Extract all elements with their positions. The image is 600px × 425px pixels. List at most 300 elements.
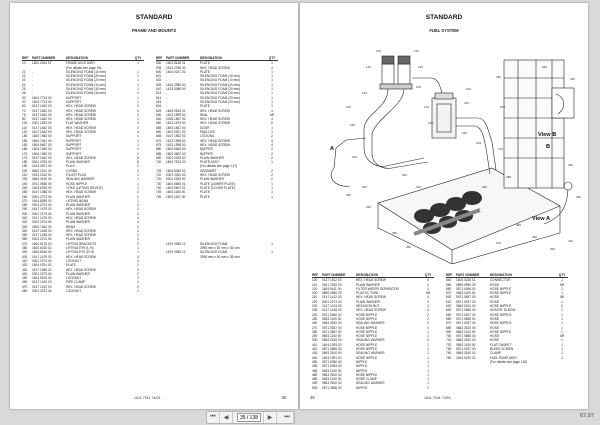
column-header: DESIGNATION — [66, 56, 88, 60]
table-cell: 1 — [561, 291, 563, 296]
table-cell: 240 — [22, 181, 28, 186]
table-cell: 1 — [137, 78, 139, 83]
table-cell: SEALING WASHER — [356, 321, 385, 326]
table-cell: 1 — [427, 381, 429, 386]
table-cell: 480 — [312, 372, 318, 377]
table-cell: 2 — [137, 108, 139, 113]
table-cell: 1670 0085 12 — [166, 250, 186, 255]
table-cell: 2 — [137, 284, 139, 289]
table-cell: SILENCING FOAM (20 mm) — [200, 91, 241, 96]
table-cell: 390 — [22, 250, 28, 255]
table-cell: SILENCING FOAM (20 mm) — [66, 74, 107, 79]
zoom-level[interactable]: 67.97 — [580, 413, 594, 419]
table-cell: 456 — [312, 368, 318, 373]
table-cell: 0571 0050 00 — [322, 359, 342, 364]
table-cell: PIPE CLAMP — [66, 280, 86, 285]
table-cell: 0147 1243 03 — [32, 280, 52, 285]
table-cell: 2 — [137, 241, 139, 246]
table-cell: HEX. HEAD SCREW — [66, 267, 96, 272]
next-page-button[interactable] — [263, 412, 277, 423]
table-cell: 600 — [446, 295, 452, 300]
table-cell: HOSE NIPPLE — [356, 342, 378, 347]
table-cell: SILENCING FOAM (30 mm) — [66, 87, 107, 92]
table-cell: 0663 2610 00 — [322, 338, 342, 343]
table-cell: 2 — [137, 233, 139, 238]
table-cell: 0301 2274 04 — [32, 237, 52, 242]
table-cell: 25 — [22, 87, 26, 92]
table-cell: 660 — [156, 130, 162, 135]
table-cell: PLATE (COVER PLATE) — [200, 185, 235, 190]
parts-table-left-b — [156, 56, 278, 259]
table-cell: 2 — [137, 121, 139, 126]
callout-number: 190 — [428, 121, 434, 125]
table-cell: 0653 1100 00 — [456, 329, 476, 334]
table-cell: 330 — [22, 224, 28, 229]
table-cell: 1604 0921 00 — [166, 130, 186, 135]
callout-number: 200 — [352, 155, 358, 159]
table-cell: 1604 7462 00 — [32, 138, 52, 143]
table-cell: 1604 0602 00 — [166, 151, 186, 156]
table-cell: PLAIN WASHER — [66, 160, 90, 165]
table-cell: 0571 0037 00 — [456, 347, 476, 352]
table-cell: 1 — [561, 338, 563, 343]
table-cell: 0571 0037 00 — [456, 299, 476, 304]
table-cell: HEX. HEAD SCREW — [200, 142, 230, 147]
table-cell: 602 — [156, 78, 162, 83]
table-cell: 120 — [312, 286, 318, 291]
table-cell: 1 — [137, 198, 139, 203]
table-cell: BUFFER — [200, 151, 213, 156]
table-cell: HOSE NIPPLE — [356, 347, 378, 352]
table-cell: 410 — [22, 258, 28, 263]
table-cell: 4 — [137, 228, 139, 233]
table-cell: 610 — [446, 299, 452, 304]
table-cell: 1 — [427, 347, 429, 352]
table-cell: SUPPORT — [66, 142, 82, 147]
table-cell: 750 — [446, 355, 452, 360]
table-cell: 0147 1462 03 — [32, 125, 52, 130]
table-cell: 0147 1462 03 — [32, 112, 52, 117]
table-cell: 450 — [22, 276, 28, 281]
table-cell: 1 — [137, 117, 139, 122]
table-cell: 230 — [22, 177, 28, 182]
table-cell: 40 — [22, 99, 26, 104]
table-cell: 1 — [137, 69, 139, 74]
table-cell: 4 — [427, 308, 429, 313]
table-cell: 610 — [156, 87, 162, 92]
table-cell: - — [166, 104, 168, 109]
callout-number: 100 — [376, 49, 382, 53]
table-cell: 1613 2766 00 — [166, 65, 186, 70]
table-cell: 10 — [22, 61, 26, 66]
table-cell: 160 — [22, 142, 28, 147]
callout-b-marker: B — [546, 144, 551, 150]
table-cell: HOSE NIPPLE — [356, 334, 378, 339]
table-cell — [556, 360, 568, 364]
table-cell: 300 — [312, 338, 318, 343]
table-cell: (For details see page 93) — [66, 65, 102, 70]
table-cell: 1 — [137, 91, 139, 96]
table-cell: 1616 2985 00 — [166, 82, 186, 87]
table-cell: HOSE NIPPLE — [490, 329, 512, 334]
table-cell: 1 — [561, 325, 563, 330]
table-cell: PLASTIC TUBE — [356, 291, 379, 296]
table-cell: 280 — [22, 203, 28, 208]
table-cell: 2 — [137, 207, 139, 212]
table-cell: 1 — [427, 351, 429, 356]
column-header: DESIGNATION — [490, 273, 512, 277]
last-page-button[interactable] — [281, 412, 294, 423]
table-cell: 1604 6016 02 — [32, 250, 52, 255]
table-cell: 1613 1510 00 — [32, 173, 52, 178]
table-cell: 1 — [271, 87, 273, 92]
table-cell — [156, 255, 166, 259]
callout-number: 420 — [542, 65, 548, 69]
callout-number: 370 — [496, 241, 502, 245]
table-cell: 1 — [427, 364, 429, 369]
callout-number: 220 — [464, 101, 470, 105]
table-cell: CLAMP — [490, 351, 501, 356]
table-cell: 2 — [271, 147, 273, 152]
table-cell: 100 — [312, 278, 318, 283]
table-cell: 0663 2610 00 — [322, 321, 342, 326]
table-cell: 1 — [271, 104, 273, 109]
table-cell: 2 — [427, 338, 429, 343]
table-cell: 1604 8395 00 — [32, 198, 52, 203]
table-cell: 490 — [312, 381, 318, 386]
table-cell: 0571 0656 00 — [456, 334, 476, 339]
table-cell: - — [32, 82, 34, 87]
table-cell: AR — [559, 295, 565, 300]
table-cell: 4 — [137, 215, 139, 220]
table-cell: 430 — [22, 267, 28, 272]
table-cell: 0571 0037 00 — [322, 325, 342, 330]
table-cell: 640 — [156, 117, 162, 122]
table-cell: HOSE NIPPLE — [490, 286, 512, 291]
parts-table-right-b — [446, 273, 568, 364]
table-cell: 120 — [22, 130, 28, 135]
table-row — [446, 360, 568, 364]
table-cell: 2 — [271, 151, 273, 156]
prev-page-button[interactable] — [220, 412, 233, 423]
last-page-icon: ⏭ — [284, 414, 290, 420]
table-cell: 0147 1368 03 — [32, 267, 52, 272]
table-cell: 2 — [137, 112, 139, 117]
table-cell: 1 — [137, 99, 139, 104]
table-cell: 4 — [137, 258, 139, 263]
table-cell: 4 — [427, 278, 429, 283]
callout-number: 120 — [366, 65, 372, 69]
table-cell: NIPPLE — [356, 385, 368, 390]
table-cell: HOSE NIPPLE — [66, 181, 88, 186]
table-cell: 245 — [22, 185, 28, 190]
callout-number: 210 — [466, 87, 472, 91]
prev-page-icon: ◀ — [223, 415, 229, 421]
table-cell: SILENCING FOAM — [200, 250, 228, 255]
table-cell: 2995 mm x 30 mm x 35 mm — [200, 246, 240, 251]
table-cell: PLAIN WASHER — [66, 194, 90, 199]
table-cell: 4 — [137, 220, 139, 225]
table-cell: 1604 0609 00 — [166, 147, 186, 152]
callout-number: 170 — [424, 105, 430, 109]
table-cell: 665 — [156, 134, 162, 139]
table-cell: 1604 1166 00 — [166, 190, 186, 195]
table-cell: 1670 0085 12 — [166, 241, 186, 246]
table-cell: SILENCING FOAM (20 mm) — [200, 95, 241, 100]
table-cell: 1 — [561, 347, 563, 352]
table-cell: HOSE — [490, 282, 500, 287]
table-cell: HEX. HEAD SCREW — [200, 117, 230, 122]
table-cell: 0571 0656 00 — [456, 316, 476, 321]
table-cell: 80 — [22, 117, 26, 122]
table-cell: 614 — [156, 95, 162, 100]
table-cell: 0571 0657 00 — [322, 329, 342, 334]
left-page — [10, 3, 298, 409]
table-cell: 560 — [446, 286, 452, 291]
table-cell: 1 — [137, 147, 139, 152]
table-cell: 4 — [427, 295, 429, 300]
table-cell: 1 — [271, 95, 273, 100]
table-cell: 1 — [137, 263, 139, 268]
table-cell: 1 — [561, 278, 563, 283]
table-cell: 1 — [137, 177, 139, 182]
table-cell: 2 — [137, 271, 139, 276]
first-page-button[interactable] — [207, 412, 220, 423]
table-cell: 0301 2274 04 — [32, 194, 52, 199]
table-cell: 1 — [271, 160, 273, 165]
column-header: QTY — [134, 56, 142, 60]
table-cell: PLATE — [200, 190, 210, 195]
table-cell: 1613 1599 00 — [166, 112, 186, 117]
table-cell: 0301 2274 04 — [32, 258, 52, 263]
table-cell: 8 — [137, 160, 139, 165]
table-cell: 485 — [312, 377, 318, 382]
table-cell: SUPPORT — [66, 147, 82, 152]
table-cell: HOSE NIPPLE — [356, 325, 378, 330]
table-cell: 230 — [312, 304, 318, 309]
table-cell: 1 — [427, 286, 429, 291]
table-cell: SILENCING FOAM (10 mm) — [66, 69, 107, 74]
table-cell: 0147 1438 03 — [32, 228, 52, 233]
table-row — [156, 255, 278, 259]
table-cell: 0653 1100 00 — [456, 291, 476, 296]
table-cell: BUFFER — [200, 147, 213, 152]
table-cell: 1 — [137, 61, 139, 66]
table-cell: 0147 1412 03 — [322, 295, 342, 300]
table-cell: UNIVER. ELBOW — [490, 308, 516, 313]
table-cell: 0571 0657 00 — [456, 295, 476, 300]
table-cell: 1604 7454 00 — [32, 224, 52, 229]
table-cell: 630 — [156, 112, 162, 117]
table-cell: 24 — [22, 82, 26, 87]
table-cell: 1 — [137, 185, 139, 190]
right-page-number: 36 — [310, 395, 315, 400]
table-cell: 1604 0791 02 — [32, 263, 52, 268]
table-cell: AR — [559, 334, 565, 339]
table-cell: 1 — [137, 151, 139, 156]
table-cell: 370 — [22, 241, 28, 246]
table-cell: 200 — [22, 168, 28, 173]
table-cell: HOSE NIPPLE — [490, 304, 512, 309]
table-cell: 1604 6178 00 — [32, 241, 52, 246]
table-cell: 1 — [561, 351, 563, 356]
table-cell: NIPPLE — [356, 364, 368, 369]
table-cell: (For details see page 120) — [490, 359, 528, 364]
table-cell: - — [32, 74, 34, 79]
table-cell: PADLOCK — [200, 130, 215, 135]
table-cell: 1604 7714 00 — [32, 99, 52, 104]
table-cell: HOSE NIPPLE — [490, 312, 512, 317]
table-cell: 270 — [312, 325, 318, 330]
table-cell: 300 — [22, 211, 28, 216]
table-cell: HOSE — [490, 334, 500, 339]
table-cell: 1 — [137, 246, 139, 251]
table-cell: 4 — [137, 130, 139, 135]
table-cell: PLATE (LOWER PLATE) — [200, 181, 236, 186]
table-cell: 2 — [137, 267, 139, 272]
table-cell: HOSE NIPPLE — [356, 312, 378, 317]
table-cell: 1 — [271, 125, 273, 130]
table-cell: 0301 2252 00 — [322, 282, 342, 287]
table-cell: 2 — [427, 304, 429, 309]
table-cell: 1 — [271, 241, 273, 246]
callout-number: 340 — [366, 205, 372, 209]
table-cell: 1 — [137, 138, 139, 143]
table-cell: 1604 7513 00 — [166, 160, 186, 165]
table-cell: 220 — [312, 299, 318, 304]
table-cell: 1604 1167 00 — [166, 194, 186, 199]
table-cell: - — [166, 74, 168, 79]
table-cell: DOOR — [200, 125, 210, 130]
callout-number: 330 — [346, 193, 352, 197]
table-cell: 2 — [137, 211, 139, 216]
table-cell: 270 — [22, 198, 28, 203]
table-cell: 685 — [156, 151, 162, 156]
table-cell: 0301 2253 00 — [32, 160, 52, 165]
table-cell: 675 — [156, 142, 162, 147]
table-cell: 8 — [137, 155, 139, 160]
table-cell: SILENCING FOAM — [200, 241, 228, 246]
table-cell: HEX. HEAD SCREW — [66, 284, 96, 289]
table-cell: HEX. HEAD SCREW — [200, 108, 230, 113]
table-cell: HOSE — [490, 325, 500, 330]
table-cell: 1 — [427, 359, 429, 364]
table-cell: 0653 1100 00 — [322, 334, 342, 339]
table-cell: SEALING WASHER — [356, 351, 385, 356]
table-cell: 1 — [137, 87, 139, 92]
table-cell: 0147 1438 03 — [32, 233, 52, 238]
table-cell: 0147 1479 03 — [32, 215, 52, 220]
table-cell: 1 — [561, 355, 563, 360]
table-cell: 290 — [22, 207, 28, 212]
table-cell: PLUG — [66, 164, 75, 169]
table-cell: 6 — [271, 121, 273, 126]
table-cell: 1 — [271, 250, 273, 255]
table-cell: HEX. HEAD SCREW — [200, 173, 230, 178]
table-cell: HEX. HEAD SCREW — [66, 130, 96, 135]
table-cell: PLAIN WASHER — [200, 177, 224, 182]
page-number-input[interactable] — [237, 413, 261, 422]
table-cell: 1 — [271, 99, 273, 104]
table-cell: 1 — [271, 61, 273, 66]
table-cell: 0301 2253 00 — [166, 177, 186, 182]
table-cell: 2 — [427, 312, 429, 317]
table-cell: - — [32, 87, 34, 92]
table-cell: 410 — [312, 342, 318, 347]
table-cell: LIFTING BEAM — [66, 198, 89, 203]
table-cell: 1 — [137, 181, 139, 186]
table-cell: LOCKNUT — [66, 258, 82, 263]
callout-number: 290 — [482, 185, 488, 189]
table-cell: FRAME AXLE ASSY — [66, 61, 96, 66]
table-cell: PLAIN WASHER — [66, 203, 90, 208]
table-cell: 630 — [446, 308, 452, 313]
table-cell: 1 — [137, 250, 139, 255]
table-cell: 600 — [156, 69, 162, 74]
right-page-title: STANDARD — [425, 14, 463, 21]
table-cell: PLAIN WASHER — [356, 282, 380, 287]
callout-number: 450 — [576, 195, 582, 199]
parts-table-right-a — [312, 273, 434, 390]
callout-number: 390 — [532, 235, 538, 239]
table-cell: 1 — [271, 185, 273, 190]
table-cell: SUPPORT — [66, 151, 82, 156]
fuel-system-diagram — [306, 38, 582, 264]
table-cell: 0663 2610 00 — [456, 338, 476, 343]
table-cell: 0899 0950 29 — [322, 291, 342, 296]
table-cell: 0147 1243 03 — [32, 284, 52, 289]
table-cell: HEX. HEAD SCREW — [356, 278, 386, 283]
table-cell: 0301 2274 04 — [32, 289, 52, 294]
table-cell: 2 — [137, 190, 139, 195]
table-cell: HOSE NIPPLE — [356, 329, 378, 334]
table-cell: SEALING WASHER — [356, 381, 385, 386]
table-cell: HOSE NIPPLE — [490, 321, 512, 326]
table-cell: 2 — [427, 316, 429, 321]
table-cell: 310 — [22, 215, 28, 220]
table-cell: PLAIN WASHER — [66, 237, 90, 242]
table-cell: 4 — [271, 117, 273, 122]
table-cell: 0571 0656 00 — [322, 347, 342, 352]
table-cell: 4 — [427, 282, 429, 287]
callout-number: 130 — [418, 65, 424, 69]
table-cell: 260 — [312, 321, 318, 326]
table-cell: 0147 1562 03 — [166, 134, 186, 139]
table-cell: 4 — [271, 65, 273, 70]
table-cell: 740 — [446, 351, 452, 356]
table-cell: 0147 1512 03 — [322, 278, 342, 283]
column-header: PART NUMBER — [32, 56, 56, 60]
table-cell: 1 — [561, 321, 563, 326]
table-cell: HOSE NIPPLE — [490, 291, 512, 296]
table-cell: 1604 0607 01 — [166, 185, 186, 190]
table-cell: FILTER WATER SEPARATOR — [356, 286, 399, 291]
table-cell: LIFTING EYE (L.H) — [66, 246, 94, 251]
table-cell: 605 — [156, 82, 162, 87]
table-cell: 720 — [446, 342, 452, 347]
table-cell: 690 — [156, 155, 162, 160]
table-cell: PLATE — [200, 61, 210, 66]
column-header: DESIGNATION — [200, 56, 222, 60]
table-cell: SILENCING FOAM (20 mm) — [200, 82, 241, 87]
table-cell: HOSE — [490, 299, 500, 304]
callout-number: 360 — [406, 245, 412, 249]
table-cell: 0301 2274 04 — [32, 220, 52, 225]
table-cell: 0571 0037 00 — [456, 321, 476, 326]
table-cell: HEX. HEAD SCREW — [356, 308, 386, 313]
table-cell: 250 — [312, 316, 318, 321]
table-cell: 320 — [22, 220, 28, 225]
